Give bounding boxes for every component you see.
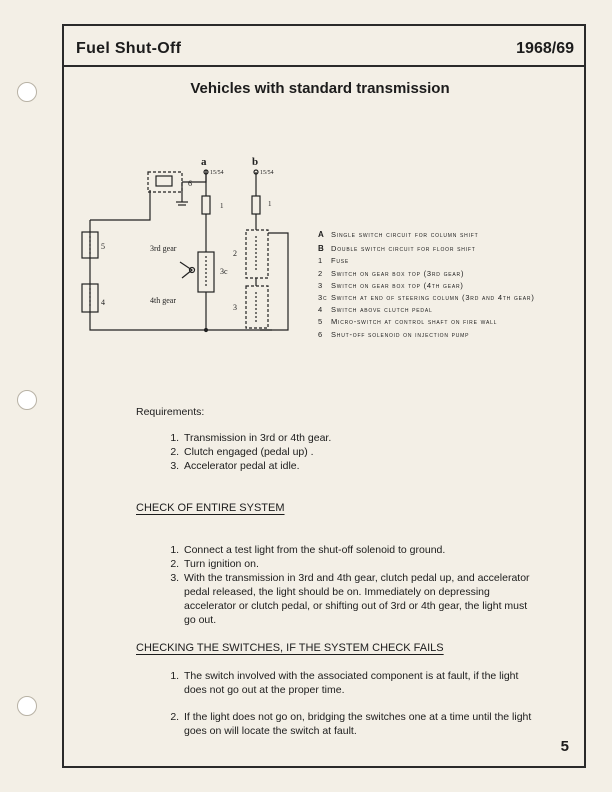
- legend-item: 3 Switch on gear box top (4th gear): [318, 280, 464, 290]
- label-2: 2: [233, 249, 237, 258]
- terminal-b-label: 15/54: [260, 170, 274, 176]
- label-6: 6: [188, 179, 192, 188]
- section-heading-check-switches: CHECKING THE SWITCHES, IF THE SYSTEM CHECK FAILS: [136, 642, 444, 654]
- legend-item: 2 Switch on gear box top (3rd gear): [318, 268, 465, 278]
- label-3: 3: [233, 303, 237, 312]
- legend-item: a Single switch circuit for column shift: [318, 226, 479, 240]
- label-3rd-gear: 3rd gear: [150, 244, 177, 253]
- wiring-diagram: [70, 150, 310, 340]
- diagram-legend: [318, 227, 535, 341]
- page-number: 5: [560, 738, 569, 755]
- check-system-list: [168, 543, 538, 627]
- legend-item: 1 Fuse: [318, 256, 350, 266]
- terminal-a-label: 15/54: [210, 170, 224, 176]
- model-year: 1968/69: [516, 40, 574, 57]
- bottom-border: [62, 766, 586, 768]
- header-divider: [62, 65, 586, 67]
- check-switches-list: [168, 669, 543, 738]
- requirements-list: [168, 431, 548, 473]
- switch-2: [246, 230, 268, 278]
- list-item: 1. Transmission in 3rd or 4th gear.: [182, 431, 548, 445]
- legend-item: 3c Switch at end of steering column (3rd and 4th gear): [318, 293, 535, 303]
- switch-3c: [180, 252, 214, 292]
- legend-item: 5 Micro-switch at control shaft on fire wall: [318, 317, 498, 327]
- top-border: [62, 24, 586, 26]
- legend-item: b Double switch circuit for floor shift: [318, 240, 476, 255]
- section-heading-check-system: CHECK OF ENTIRE SYSTEM: [136, 502, 285, 514]
- right-border: [584, 24, 586, 768]
- terminal-a-letter: a: [201, 156, 207, 168]
- fuse-a: [202, 196, 210, 214]
- legend-item: 6 Shut-off solenoid on injection pump: [318, 329, 470, 339]
- list-item: 2. Turn ignition on.: [182, 557, 538, 571]
- binder-hole: [17, 696, 37, 716]
- terminal-b-letter: b: [252, 156, 259, 168]
- left-border: [62, 24, 64, 768]
- solenoid-6: [148, 172, 188, 205]
- binder-hole: [17, 390, 37, 410]
- label-4th-gear: 4th gear: [150, 296, 176, 305]
- label-5: 5: [101, 242, 105, 251]
- label-fuse-b: 1: [268, 200, 272, 208]
- page-title: Fuel Shut-Off: [76, 40, 182, 57]
- section-subtitle: Vehicles with standard transmission: [190, 80, 450, 97]
- list-item: 3. With the transmission in 3rd and 4th gear, clutch pedal up, and accelerator pedal released, the light should be on. Immediately on depressing accelerator or clutch pedal, or shifting out of 3rd or 4th gear, the light must go out.: [182, 571, 538, 627]
- list-item: 1. Connect a test light from the shut-off solenoid to ground.: [182, 543, 538, 557]
- legend-item: 4 Switch above clutch pedal: [318, 305, 433, 315]
- switch-3: [246, 286, 268, 328]
- ground-bus: [90, 190, 288, 330]
- list-item: 3. Accelerator pedal at idle.: [182, 459, 548, 473]
- label-fuse-a: 1: [220, 202, 224, 210]
- list-item: 1. The switch involved with the associated component is at fault, if the light does not go out at the proper time.: [182, 669, 543, 697]
- label-3c: 3c: [220, 267, 228, 276]
- list-item: 2. If the light does not go on, bridging the switches one at a time until the light goes on will locate the switch at fault.: [182, 710, 543, 738]
- requirements-title: Requirements:: [136, 406, 205, 418]
- label-4: 4: [101, 298, 105, 307]
- list-item: 2. Clutch engaged (pedal up) .: [182, 445, 548, 459]
- fuse-b: [252, 196, 260, 214]
